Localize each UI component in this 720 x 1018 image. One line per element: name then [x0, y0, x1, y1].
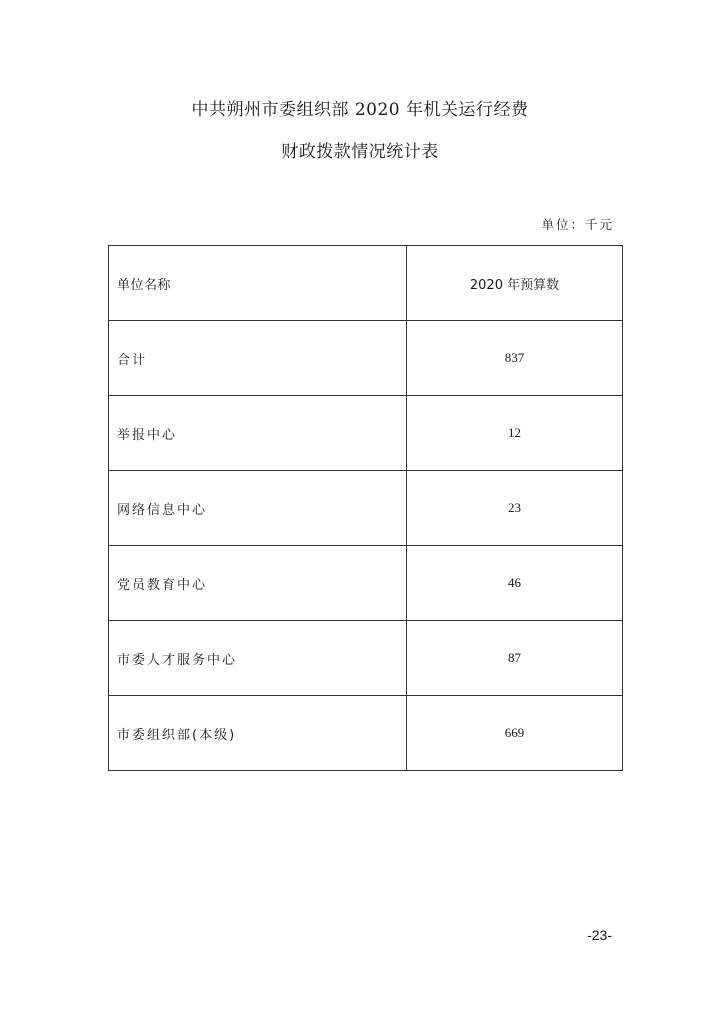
- table-row: [109, 621, 623, 696]
- document-title-line-1: 中共朔州市委组织部 2020 年机关运行经费: [191, 100, 529, 120]
- row-name-cell: 网络信息中心: [109, 471, 407, 546]
- row-value-cell: 23: [407, 471, 623, 546]
- row-value-cell: 87: [407, 621, 623, 696]
- row-name-cell: 市委人才服务中心: [109, 621, 407, 696]
- row-value-cell: 46: [407, 546, 623, 621]
- table-row: [109, 546, 623, 621]
- row-value-cell: 837: [407, 321, 623, 396]
- row-name-cell: 合计: [109, 321, 407, 396]
- column-header-unit-name: 单位名称: [109, 246, 407, 321]
- page-number: -23-: [587, 927, 612, 943]
- row-value-cell: 669: [407, 696, 623, 771]
- row-name-cell: 市委组织部(本级): [109, 696, 407, 771]
- row-name-cell: 党员教育中心: [109, 546, 407, 621]
- table-row: [109, 471, 623, 546]
- table-header-row: [109, 246, 623, 321]
- row-name-cell: 举报中心: [109, 396, 407, 471]
- table-row: [109, 696, 623, 771]
- table-row: [109, 321, 623, 396]
- budget-table: [108, 245, 623, 771]
- row-value-cell: 12: [407, 396, 623, 471]
- document-title-line-2: 财政拨款情况统计表: [281, 142, 439, 162]
- column-header-budget: 2020 年预算数: [407, 246, 623, 321]
- table-row: [109, 396, 623, 471]
- unit-label: 单位：千元: [541, 217, 614, 232]
